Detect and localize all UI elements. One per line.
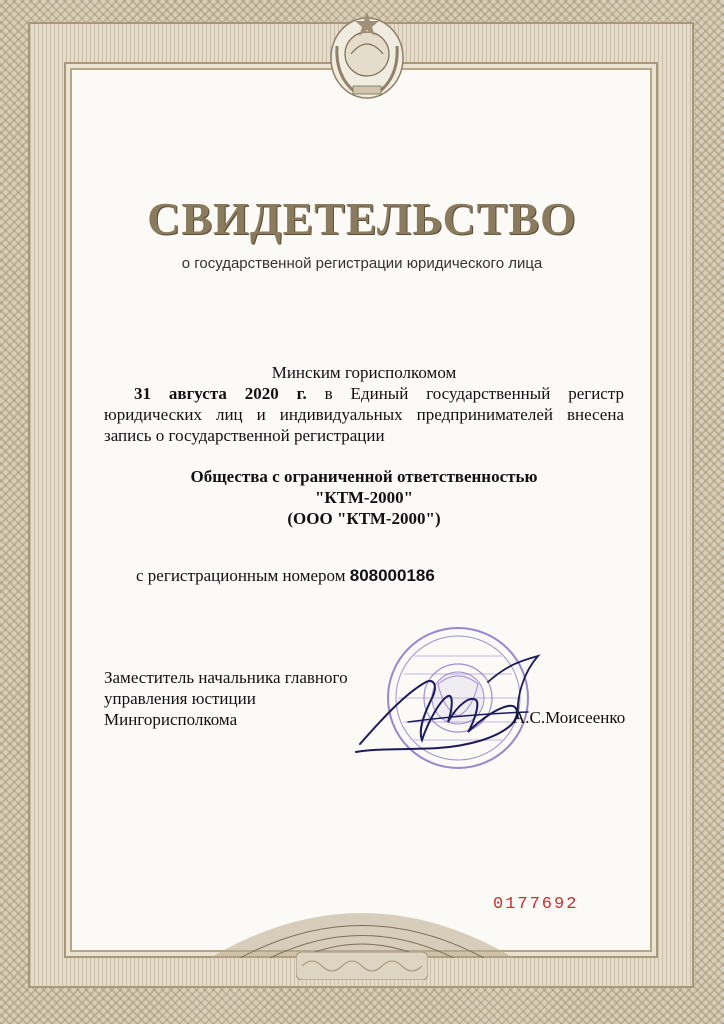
- position-line-3: Мингорисполкома: [104, 710, 238, 729]
- registration-number-line: [136, 566, 435, 586]
- registration-number-label: с регистрационным номером: [136, 566, 350, 585]
- position-line-2: управления юстиции: [104, 689, 256, 708]
- registration-date: 31 августа 2020 г.: [134, 384, 307, 403]
- certificate-body: [104, 362, 624, 446]
- state-emblem-icon: [327, 6, 407, 102]
- bottom-rosette-ornament: [210, 888, 514, 958]
- handwritten-signature: [348, 652, 558, 762]
- registration-number: 808000186: [349, 566, 435, 585]
- company-name: "КТМ-2000": [314, 488, 414, 507]
- registration-statement: [104, 383, 624, 446]
- company-name-block: [104, 466, 624, 529]
- bottom-security-strip: [296, 952, 428, 980]
- company-legal-form: Общества с ограниченной ответственностью: [190, 467, 538, 486]
- position-line-1: Заместитель начальника главного: [104, 668, 348, 687]
- signer-name: А.С.Моисеенко: [513, 708, 626, 727]
- certificate-subtitle: о государственной регистрации юридического лица: [181, 255, 543, 272]
- issuing-authority: Минским горисполкомом: [271, 363, 457, 382]
- company-short-name: (ООО "КТМ-2000"): [287, 509, 441, 528]
- registration-text: в Единый государственный регистр юридических лиц и индивидуальных предпринимателей внесена запись о государственной регистрации: [104, 384, 624, 445]
- certificate-title: СВИДЕТЕЛЬСТВО: [147, 193, 577, 244]
- serial-number: 0177692: [493, 895, 579, 914]
- signatory-position: [104, 667, 348, 730]
